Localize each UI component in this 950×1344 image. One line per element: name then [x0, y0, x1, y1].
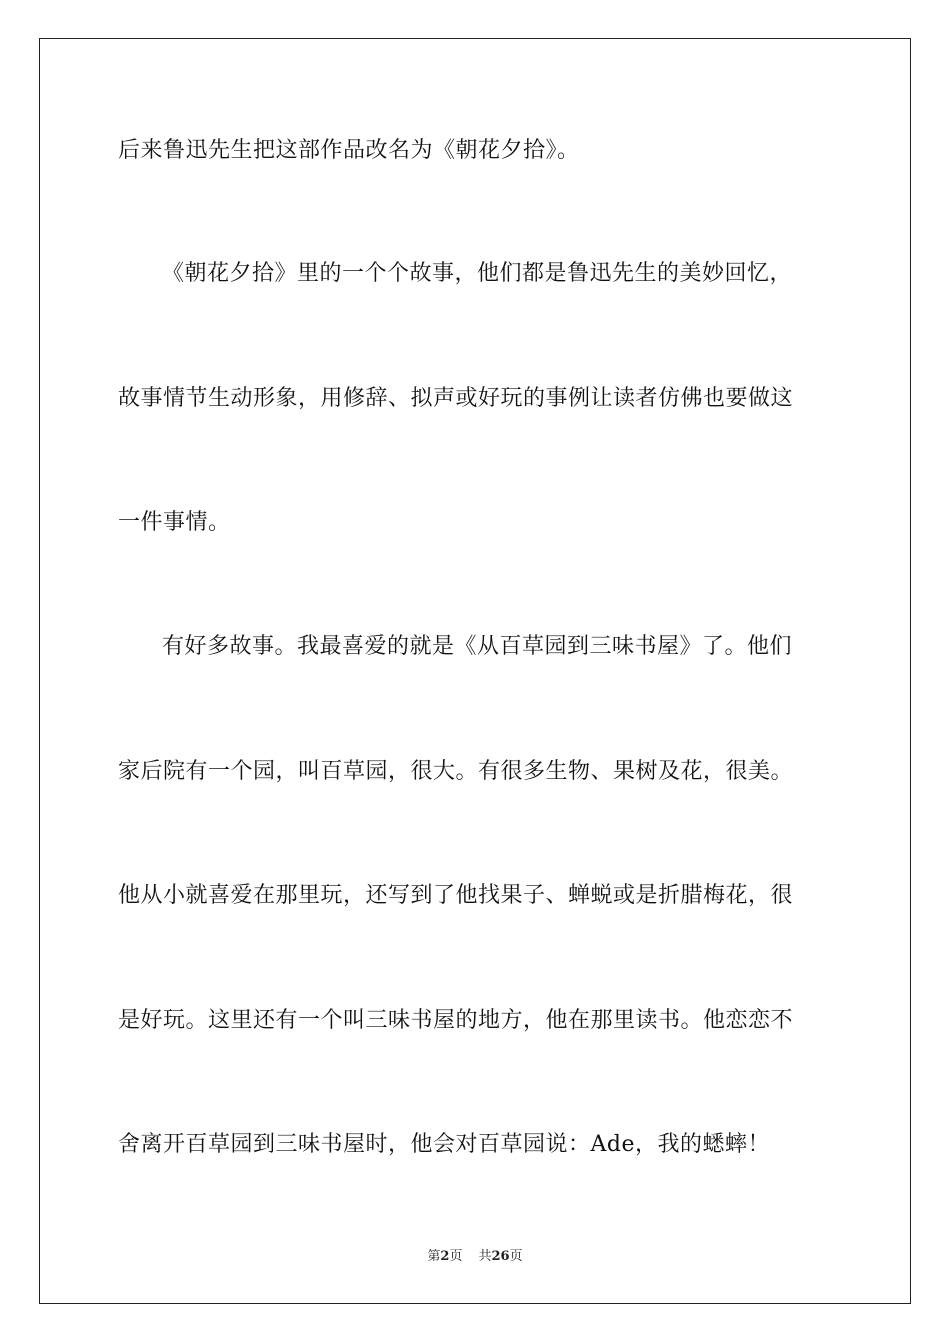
text-line-9: 舍离开百草园到三味书屋时，他会对百草园说：Ade，我的蟋蟀！: [118, 1132, 770, 1157]
text-line-2: 《朝花夕拾》里的一个个故事，他们都是鲁迅先生的美妙回忆，: [162, 261, 793, 286]
footer-page-prefix: 第: [427, 1249, 441, 1264]
footer-total-number: 26: [491, 1249, 510, 1264]
text-line-4: 一件事情。: [118, 510, 231, 535]
text-line-5: 有好多故事。我最喜爱的就是《从百草园到三味书屋》了。他们: [162, 634, 793, 659]
footer-page-number: 2: [440, 1249, 450, 1264]
text-line-6: 家后院有一个园，叫百草园，很大。有很多生物、果树及花，很美。: [118, 759, 794, 784]
footer-total-suffix: 页: [509, 1249, 523, 1264]
text-line-7: 他从小就喜爱在那里玩，还写到了他找果子、蝉蜕或是折腊梅花，很: [118, 883, 794, 908]
footer-total-prefix: 共: [478, 1249, 492, 1264]
page-footer: [0, 1248, 950, 1266]
text-line-8: 是好玩。这里还有一个叫三味书屋的地方，他在那里读书。他恋恋不: [118, 1008, 794, 1033]
text-line-3: 故事情节生动形象，用修辞、拟声或好玩的事例让读者仿佛也要做这: [118, 386, 794, 411]
page-border: [39, 38, 911, 1304]
footer-page-suffix: 页: [449, 1249, 463, 1264]
text-line-1: 后来鲁迅先生把这部作品改名为《朝花夕拾》。: [118, 138, 580, 163]
